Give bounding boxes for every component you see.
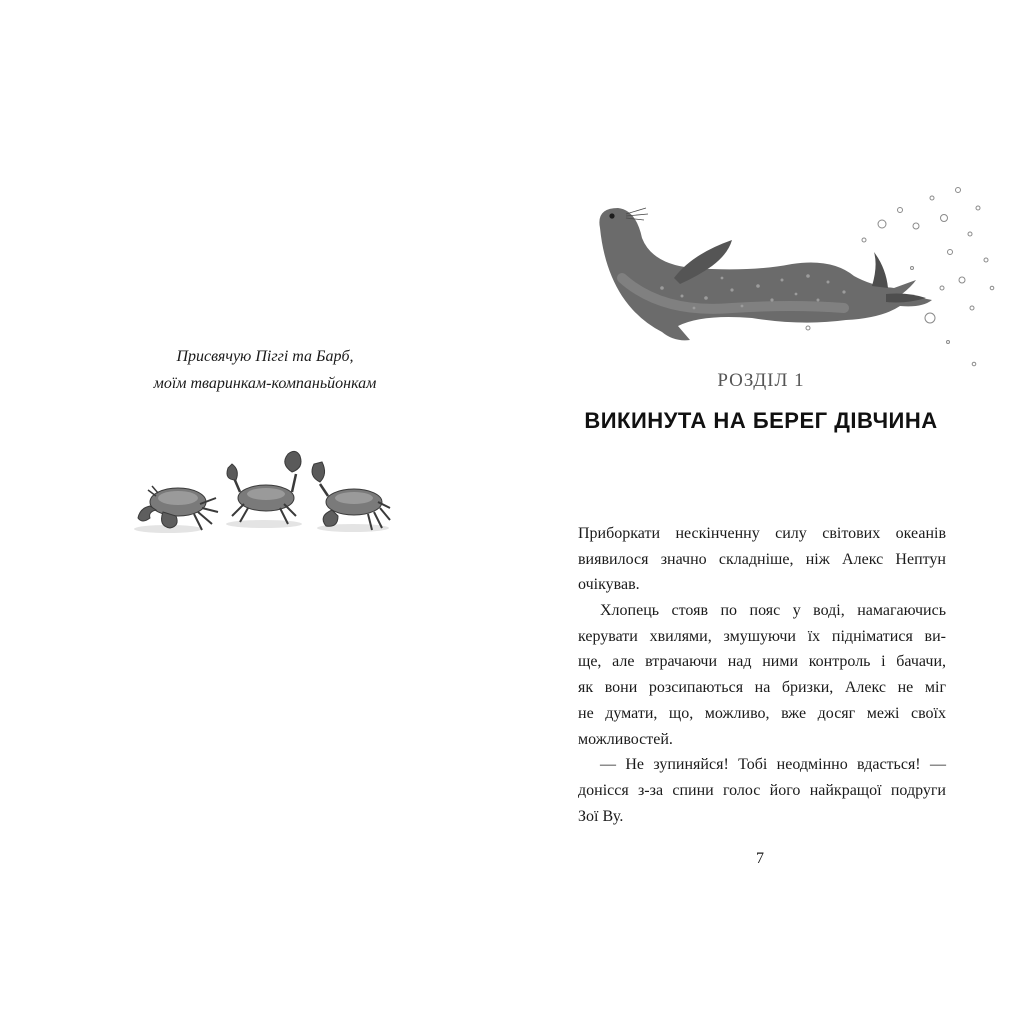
chapter-body bbox=[578, 521, 946, 829]
dedication-line: моїм тваринкам-компаньйонкам bbox=[153, 375, 377, 392]
text-line: керувати хвилями, змушуючи їх підніматися ви- bbox=[578, 627, 946, 645]
text-line: очікував. bbox=[578, 576, 640, 594]
text-line: Приборкати нескінченну силу світових океанів bbox=[578, 525, 946, 542]
chapter-title: ВИКИНУТА НА БЕРЕГ ДІВЧИНА bbox=[584, 408, 938, 433]
text-line: як вони розсипаються на бризки, Алекс не міг bbox=[578, 679, 946, 697]
seal-illustration bbox=[582, 168, 1002, 388]
right-page bbox=[512, 0, 1024, 1024]
text-line: не думати, що, можливо, вже досяг межі своїх bbox=[578, 704, 946, 722]
crabs-illustration bbox=[128, 446, 396, 541]
text-line: Хлопець стояв по пояс у воді, намагаючись bbox=[600, 602, 946, 620]
text-line: — Не зупиняйся! Тобі неодмінно вдасться! — bbox=[600, 756, 946, 774]
text-line: виявилося значно складніше, ніж Алекс Нептун bbox=[578, 550, 946, 568]
dedication-line: Присвячую Піггі та Барб, bbox=[176, 348, 354, 365]
text-line: можливостей. bbox=[578, 730, 673, 748]
text-line: Зої Ву. bbox=[578, 807, 624, 825]
page-number: 7 bbox=[756, 850, 764, 867]
chapter-label: РОЗДІЛ 1 bbox=[717, 370, 805, 391]
text-line: донісся з-за спини голос його найкращої подруги bbox=[578, 781, 946, 799]
text-line: ще, але втрачаючи над ними контроль і бачачи, bbox=[578, 653, 946, 671]
dedication bbox=[100, 343, 430, 397]
